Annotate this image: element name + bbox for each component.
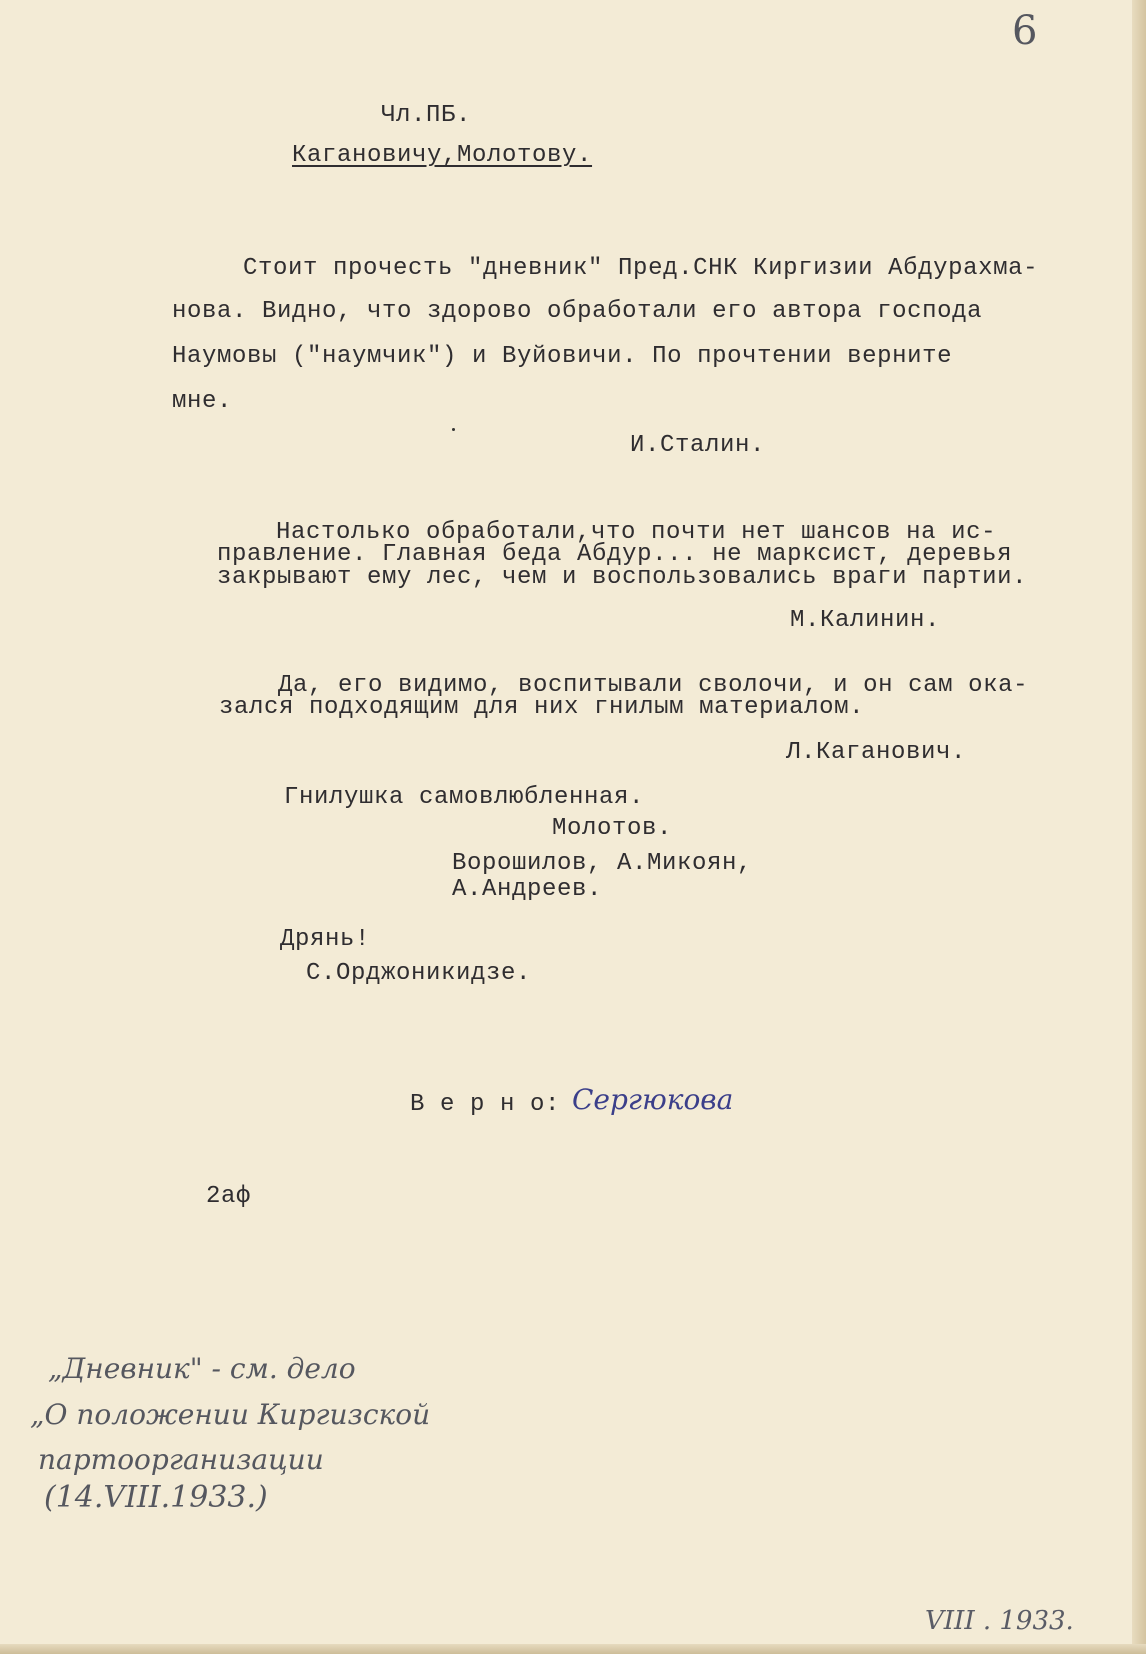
ordzhonikidze-signature: С.Орджоникидзе. [306, 960, 532, 987]
cosigners-line: Ворошилов, А.Микоян, [452, 850, 753, 877]
archive-page-number: 6 [1012, 8, 1038, 54]
note-line: Гнилушка самовлюбленная. [284, 784, 645, 811]
note-line: закрывают ему лес, чем и воспользовались враги партии. [217, 564, 1028, 591]
note-line: зался подходящим для них гнилым материалом. [219, 694, 865, 721]
note-line: Да, его видимо, воспитывали сволочи, и он сам ока- [278, 672, 1029, 699]
molotov-signature: Молотов. [552, 815, 673, 842]
archive-date-stamp: VIII . 1933. [925, 1606, 1074, 1636]
header-recipient-group: Чл.ПБ. [381, 102, 472, 129]
paper-edge-bottom [0, 1644, 1146, 1654]
note-line: Стоит прочесть "дневник" Пред.СНК Киргизии Абдурахма- [243, 255, 1039, 282]
note-line: Настолько обработали,что почти нет шансов на ис- [276, 519, 997, 546]
paper-edge-right [1132, 0, 1146, 1654]
note-line: мне. [172, 388, 233, 415]
note-line: Дрянь! [280, 926, 371, 953]
ink-speck [452, 428, 455, 431]
certifier-signature: Сергюкова [572, 1083, 734, 1116]
certification-label: В е р н о: [410, 1091, 561, 1118]
note-line: Наумовы ("наумчик") и Вуйовичи. По прочтении верните [172, 343, 953, 370]
stalin-signature: И.Сталин. [630, 432, 766, 459]
annotation-line: „Дневник" - см. дело [48, 1352, 356, 1385]
annotation-line: „О положении Киргизской [30, 1398, 431, 1431]
annotation-line: (14.VIII.1933.) [44, 1480, 268, 1515]
header-recipients: Кагановичу,Молотову. [292, 142, 593, 169]
annotation-line: партоорганизации [38, 1443, 324, 1476]
kalinin-signature: М.Калинин. [790, 607, 941, 634]
kaganovich-signature: Л.Каганович. [786, 739, 967, 766]
reference-code: 2аф [206, 1183, 252, 1210]
note-line: правление. Главная беда Абдур... не марксист, деревья [217, 541, 1013, 568]
note-line: нова. Видно, что здорово обработали его автора господа [172, 298, 983, 325]
cosigners-line: А.Андреев. [452, 876, 603, 903]
